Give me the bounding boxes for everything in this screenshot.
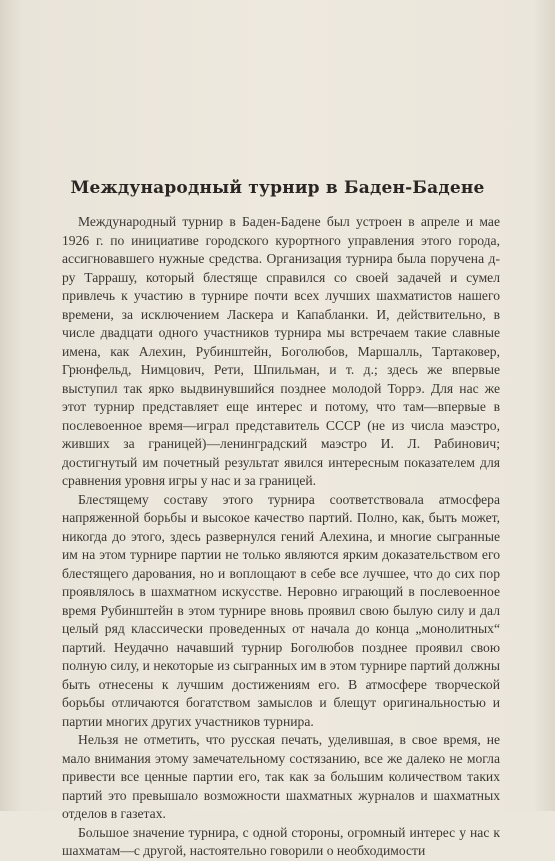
paragraph-3: Нельзя не отметить, что русская печать, уделившая, в свое время, не мало внимания этому замечательному состязанию, все же далеко не могла привести все ценные партии его, так как за большим количеством таких партий это превышало возможности шахматных журналов и шахматных отделов в газетах. (62, 732, 500, 821)
paragraph-4: Большое значение турнира, с одной стороны, огромный интерес у нас к шахматам—с другой, настоятельно говорили о необходимости (62, 824, 500, 858)
paragraph-1: Международный турнир в Баден-Бадене был устроен в апреле и мае 1926 г. по инициативе городского курортного управления этого города, ассигновавшего нужные средства. Организация турнира была поручена д-ру Таррашу, который блестяще справился со своей задачей и сумел привлечь к участию в турнире почти всех лучших шахматистов нашего времени, за исключением Ласкера и Капабланки. И, действительно, в числе двадцати одного участников турнира мы встречаем такие славные имена, как Алехин, Рубинштейн, Боголюбов, Маршалль, Тартаковер, Грюнфельд, Нимцович, Рети, Шпильман, и т. д.; здесь же впервые выступил так ярко выдвинувшийся позднее молодой Торрэ. Для нас же этот турнир представляет еще интерес и потому, что там—впервые в послевоенное время—играл представитель СССР (не из числа маэстро, живших за границей)—ленинградский маэстро И. Л. Рабинович; достигнутый им почетный результат явился интересным показателем для сравнения уровня игры у нас и за границей. (62, 214, 500, 488)
page-title: Международный турнир в Баден-Бадене (70, 178, 485, 198)
paragraph-2: Блестящему составу этого турнира соответствовала атмосфера напряженной борьбы и высокое качество партий. Полно, как, быть может, никогда до этого, здесь развернулся гений Алехина, и многие сыгранные им на этом турнире партии не только являются ярким доказательством его блестящего дарования, но и воплощают в себе все лучшее, что до сих пор проявлялось в шахматном искусстве. Неровно играющий в послевоенное время Рубинштейн в этом турнире вновь проявил свою былую силу и дал целый ряд классически проведенных от начала до конца „монолитных“ партий. Неудачно начавший турнир Боголюбов позднее проявил свою полную силу, и некоторые из сыгранных им в этом турнире партий должны быть отнесены к лучшим достижениям его. В атмосфере творческой борьбы отличаются богатством замыслов и блещут оригинальностью и партии многих других участников турнира. (62, 491, 500, 729)
body-text (62, 213, 500, 861)
